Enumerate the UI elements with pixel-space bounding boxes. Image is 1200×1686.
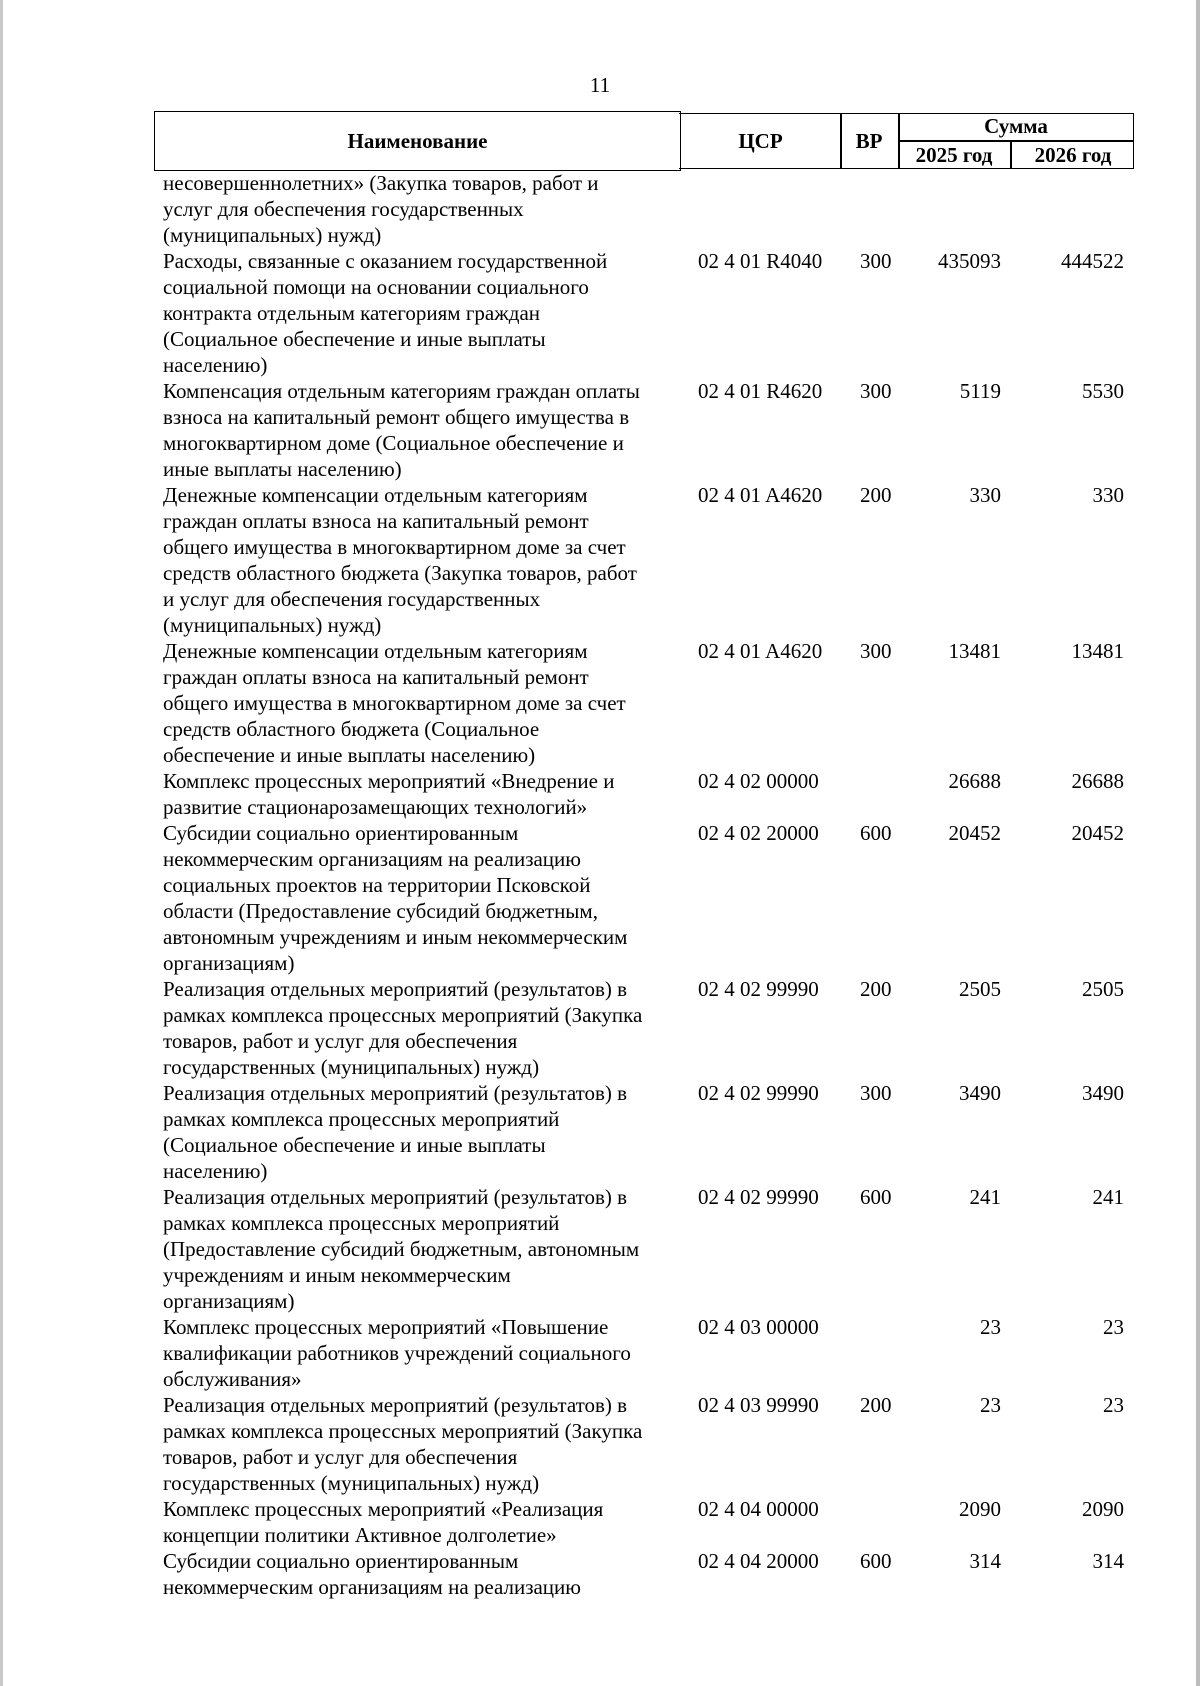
table-row (0, 378, 1200, 482)
table-row (0, 638, 1200, 768)
row-csr: 02 4 01 R4620 (698, 379, 823, 403)
row-csr: 02 4 02 99990 (698, 977, 819, 1001)
row-amount-2025: 26688 (948, 769, 1001, 793)
table-body (0, 170, 1200, 1600)
row-amount-2025: 23 (980, 1393, 1001, 1417)
row-csr: 02 4 01 R4040 (698, 249, 823, 273)
header-sum: Сумма (984, 114, 1048, 138)
row-name: Реализация отдельных мероприятий (результатов) в рамках комплекса процессных мероприятий (Закупка товаров, работ и услуг для обеспечения государственных (муниципальных) нужд) (163, 1393, 643, 1495)
row-vr: 200 (860, 483, 892, 507)
row-name: Комплекс процессных мероприятий «Внедрение и развитие стационарозамещающих технологий» (163, 769, 615, 819)
row-amount-2025: 20452 (948, 821, 1001, 845)
table-row (0, 1184, 1200, 1314)
table-row (0, 1548, 1200, 1600)
table-row (0, 1392, 1200, 1496)
row-amount-2026: 444522 (1061, 249, 1124, 273)
table-row (0, 768, 1200, 820)
row-amount-2026: 20452 (1071, 821, 1124, 845)
row-name: Субсидии социально ориентированным некоммерческим организациям на реализацию социальных проектов на территории Псковской области (Предоставление субсидий бюджетным, автономным учреждениям и иным некоммерческим организациям) (163, 821, 628, 975)
row-amount-2026: 330 (1092, 483, 1124, 507)
row-vr: 300 (860, 1081, 892, 1105)
row-vr: 600 (860, 1185, 892, 1209)
row-name: Реализация отдельных мероприятий (результатов) в рамках комплекса процессных мероприятий (Закупка товаров, работ и услуг для обеспечения государственных (муниципальных) нужд) (163, 977, 643, 1079)
row-vr: 300 (860, 639, 892, 663)
row-amount-2025: 5119 (959, 379, 1001, 403)
row-vr: 200 (860, 977, 892, 1001)
row-csr: 02 4 04 00000 (698, 1497, 819, 1521)
row-amount-2026: 314 (1092, 1549, 1124, 1573)
row-name: Компенсация отдельным категориям граждан оплаты взноса на капитальный ремонт общего имущества в многоквартирном доме (Социальное обеспечение и иные выплаты населению) (163, 379, 640, 481)
row-csr: 02 4 02 99990 (698, 1185, 819, 1209)
row-amount-2026: 23 (1103, 1393, 1124, 1417)
row-csr: 02 4 01 A4620 (698, 483, 823, 507)
header-year-2026: 2026 год (1034, 143, 1112, 167)
row-amount-2026: 26688 (1071, 769, 1124, 793)
header-name: Наименование (347, 128, 488, 153)
row-amount-2026: 13481 (1071, 639, 1124, 663)
row-name: Реализация отдельных мероприятий (результатов) в рамках комплекса процессных мероприятий (Предоставление субсидий бюджетным, автономным учреждениям и иным некоммерческим организациям) (163, 1185, 640, 1313)
row-name: Субсидии социально ориентированным некоммерческим организациям на реализацию (163, 1549, 581, 1599)
row-amount-2025: 2505 (959, 977, 1001, 1001)
row-name: Денежные компенсации отдельным категориям граждан оплаты взноса на капитальный ремонт общего имущества в многоквартирном доме за счет средств областного бюджета (Социальное обеспечение и иные выплаты населению) (163, 639, 626, 767)
row-amount-2025: 2090 (959, 1497, 1001, 1521)
row-csr: 02 4 03 00000 (698, 1315, 819, 1339)
row-vr: 300 (860, 249, 892, 273)
table-row (0, 482, 1200, 638)
header-csr: ЦСР (738, 128, 783, 153)
table-row (0, 248, 1200, 378)
row-vr: 200 (860, 1393, 892, 1417)
row-vr: 300 (860, 379, 892, 403)
row-amount-2026: 2505 (1082, 977, 1124, 1001)
row-amount-2025: 13481 (948, 639, 1001, 663)
row-amount-2025: 23 (980, 1315, 1001, 1339)
table-header (154, 111, 1134, 171)
table-row (0, 976, 1200, 1080)
row-csr: 02 4 02 99990 (698, 1081, 819, 1105)
row-name: Денежные компенсации отдельным категориям граждан оплаты взноса на капитальный ремонт общего имущества в многоквартирном доме за счет средств областного бюджета (Закупка товаров, работ и услуг для обеспечения государственных (муниципальных) нужд) (163, 483, 637, 637)
header-vr: ВР (855, 128, 883, 153)
row-vr: 600 (860, 821, 892, 845)
row-vr: 600 (860, 1549, 892, 1573)
row-amount-2026: 2090 (1082, 1497, 1124, 1521)
table-row (0, 1080, 1200, 1184)
row-csr: 02 4 02 20000 (698, 821, 819, 845)
row-name: Комплекс процессных мероприятий «Реализация концепции политики Активное долголетие» (163, 1497, 604, 1547)
table-row (0, 170, 1200, 248)
row-amount-2026: 241 (1092, 1185, 1124, 1209)
row-amount-2025: 314 (969, 1549, 1001, 1573)
table-row (0, 820, 1200, 976)
row-amount-2025: 3490 (959, 1081, 1001, 1105)
row-csr: 02 4 02 00000 (698, 769, 819, 793)
row-amount-2026: 23 (1103, 1315, 1124, 1339)
row-name: Комплекс процессных мероприятий «Повышение квалификации работников учреждений социального обслуживания» (163, 1315, 631, 1391)
row-name: Расходы, связанные с оказанием государственной социальной помощи на основании социального контракта отдельным категориям граждан (Социальное обеспечение и иные выплаты населению) (163, 249, 608, 377)
row-amount-2025: 435093 (938, 249, 1001, 273)
page-number: 11 (589, 73, 611, 97)
table-row (0, 1314, 1200, 1392)
row-name: несовершеннолетних» (Закупка товаров, работ и услуг для обеспечения государственных (муниципальных) нужд) (163, 171, 599, 247)
row-amount-2025: 241 (969, 1185, 1001, 1209)
row-amount-2026: 3490 (1082, 1081, 1124, 1105)
header-year-2025: 2025 год (915, 143, 993, 167)
row-amount-2026: 5530 (1082, 379, 1124, 403)
row-csr: 02 4 04 20000 (698, 1549, 819, 1573)
row-csr: 02 4 03 99990 (698, 1393, 819, 1417)
row-amount-2025: 330 (969, 483, 1001, 507)
row-name: Реализация отдельных мероприятий (результатов) в рамках комплекса процессных мероприятий (Социальное обеспечение и иные выплаты населению) (163, 1081, 628, 1183)
table-row (0, 1496, 1200, 1548)
row-csr: 02 4 01 A4620 (698, 639, 823, 663)
